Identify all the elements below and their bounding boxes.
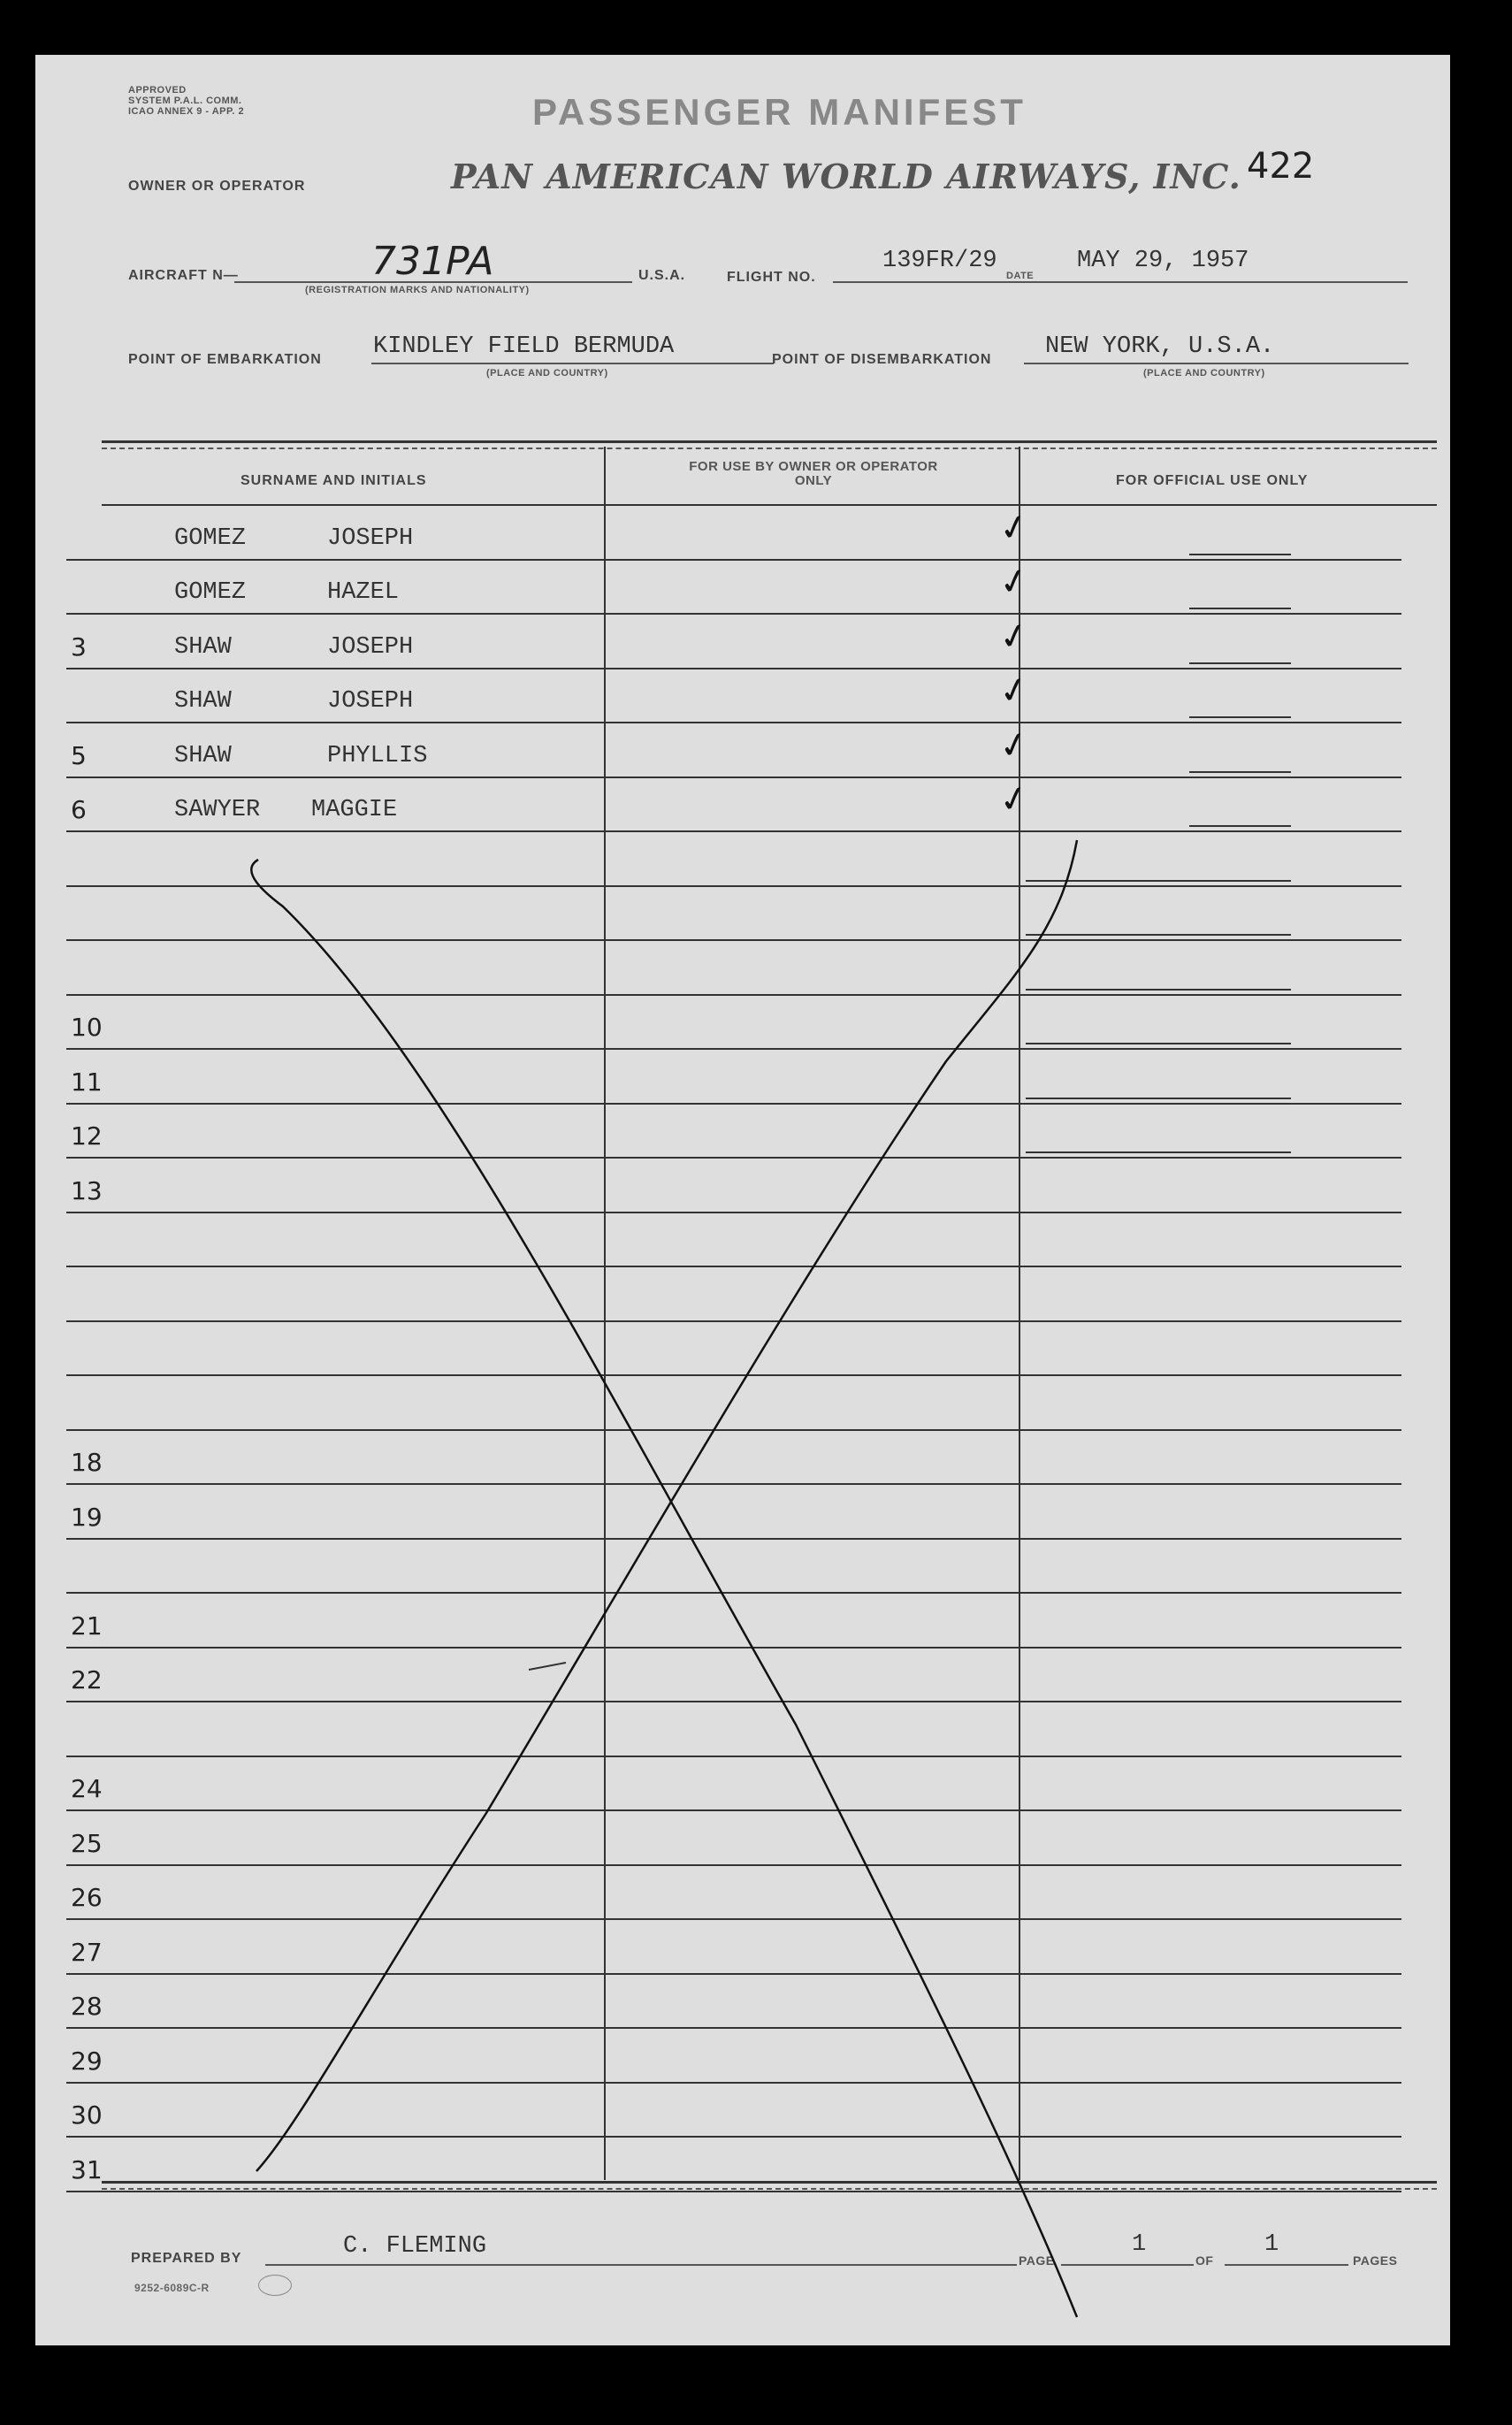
row-number: 29 <box>71 2046 103 2076</box>
row-number: 21 <box>71 1611 103 1641</box>
form-number: 9252-6089C-R <box>134 2282 210 2294</box>
col-header-owner: FOR USE BY OWNER OR OPERATOR ONLY <box>689 459 938 488</box>
approval-line: APPROVED <box>128 85 187 96</box>
owner-label: OWNER OR OPERATOR <box>128 179 306 194</box>
prepared-label: PREPARED BY <box>131 2251 242 2266</box>
passenger-given-name: HAZEL <box>327 579 400 606</box>
aircraft-value: 731PA <box>371 239 494 284</box>
row-number: 22 <box>71 1665 103 1694</box>
passenger-surname: SHAW <box>174 743 232 769</box>
check-mark-icon: ✓ <box>995 559 1033 605</box>
col-header-official: FOR OFFICIAL USE ONLY <box>1116 473 1309 488</box>
check-mark-icon: ✓ <box>995 723 1033 769</box>
disembark-value: NEW YORK, U.S.A. <box>1045 333 1275 360</box>
aircraft-sub: (REGISTRATION MARKS AND NATIONALITY) <box>305 285 530 295</box>
check-mark-icon: ✓ <box>995 668 1033 714</box>
row-number: 24 <box>71 1774 103 1803</box>
flight-label: FLIGHT NO. <box>727 270 816 285</box>
date-label: DATE <box>1006 271 1035 281</box>
row-number: 30 <box>71 2100 103 2130</box>
form-title: PASSENGER MANIFEST <box>532 91 1027 133</box>
row-number: 10 <box>71 1013 103 1042</box>
row-number: 28 <box>71 1992 103 2021</box>
flight-value: 139FR/29 <box>882 248 997 274</box>
embark-value: KINDLEY FIELD BERMUDA <box>373 333 675 360</box>
passenger-given-name: MAGGIE <box>311 797 398 823</box>
passenger-surname: GOMEZ <box>174 579 247 606</box>
passenger-surname: SAWYER <box>174 797 261 823</box>
passenger-given-name: JOSEPH <box>327 634 414 661</box>
pages-label: PAGES <box>1353 2253 1398 2268</box>
row-number: 25 <box>71 1829 103 1858</box>
passenger-given-name: JOSEPH <box>327 525 414 552</box>
approval-line: ICAO ANNEX 9 - APP. 2 <box>128 106 245 117</box>
cross-out-stroke-2 <box>256 840 1077 2171</box>
row-number: 19 <box>71 1503 103 1532</box>
col-header-surname: SURNAME AND INITIALS <box>241 473 427 488</box>
check-mark-icon: ✓ <box>995 776 1033 822</box>
passenger-surname: GOMEZ <box>174 525 247 552</box>
row-number: 18 <box>71 1448 103 1477</box>
approval-line: SYSTEM P.A.L. COMM. <box>128 96 242 106</box>
row-number: 31 <box>71 2155 103 2184</box>
stray-mark <box>529 1663 566 1670</box>
company-name: PAN AMERICAN WORLD AIRWAYS, INC. <box>451 157 1241 196</box>
page-label: PAGE <box>1019 2253 1055 2268</box>
page-value: 1 <box>1132 2231 1147 2258</box>
aircraft-label: AIRCRAFT N— <box>128 268 239 283</box>
of-value: 1 <box>1264 2231 1279 2258</box>
check-mark-icon: ✓ <box>995 505 1033 551</box>
passenger-surname: SHAW <box>174 634 232 661</box>
embark-label: POINT OF EMBARKATION <box>128 352 322 367</box>
row-number: 12 <box>71 1121 103 1151</box>
row-number: 26 <box>71 1883 103 1912</box>
row-number: 5 <box>71 741 87 770</box>
page-number: 422 <box>1247 146 1315 187</box>
row-number: 3 <box>71 632 87 662</box>
of-label: OF <box>1195 2253 1214 2268</box>
embark-sub: (PLACE AND COUNTRY) <box>486 368 608 379</box>
row-number: 11 <box>71 1067 103 1097</box>
passenger-surname: SHAW <box>174 688 232 715</box>
row-number: 6 <box>71 795 87 824</box>
prepared-value: C. FLEMING <box>343 2233 487 2260</box>
disembark-label: POINT OF DISEMBARKATION <box>772 352 992 367</box>
date-value: MAY 29, 1957 <box>1077 248 1249 274</box>
check-mark-icon: ✓ <box>995 614 1033 660</box>
row-number: 27 <box>71 1938 103 1967</box>
row-number: 13 <box>71 1176 103 1205</box>
passenger-given-name: PHYLLIS <box>327 743 428 769</box>
cross-out-stroke-1 <box>251 860 1077 2317</box>
usa-label: U.S.A. <box>638 268 686 283</box>
passenger-given-name: JOSEPH <box>327 688 414 715</box>
disembark-sub: (PLACE AND COUNTRY) <box>1143 368 1265 379</box>
